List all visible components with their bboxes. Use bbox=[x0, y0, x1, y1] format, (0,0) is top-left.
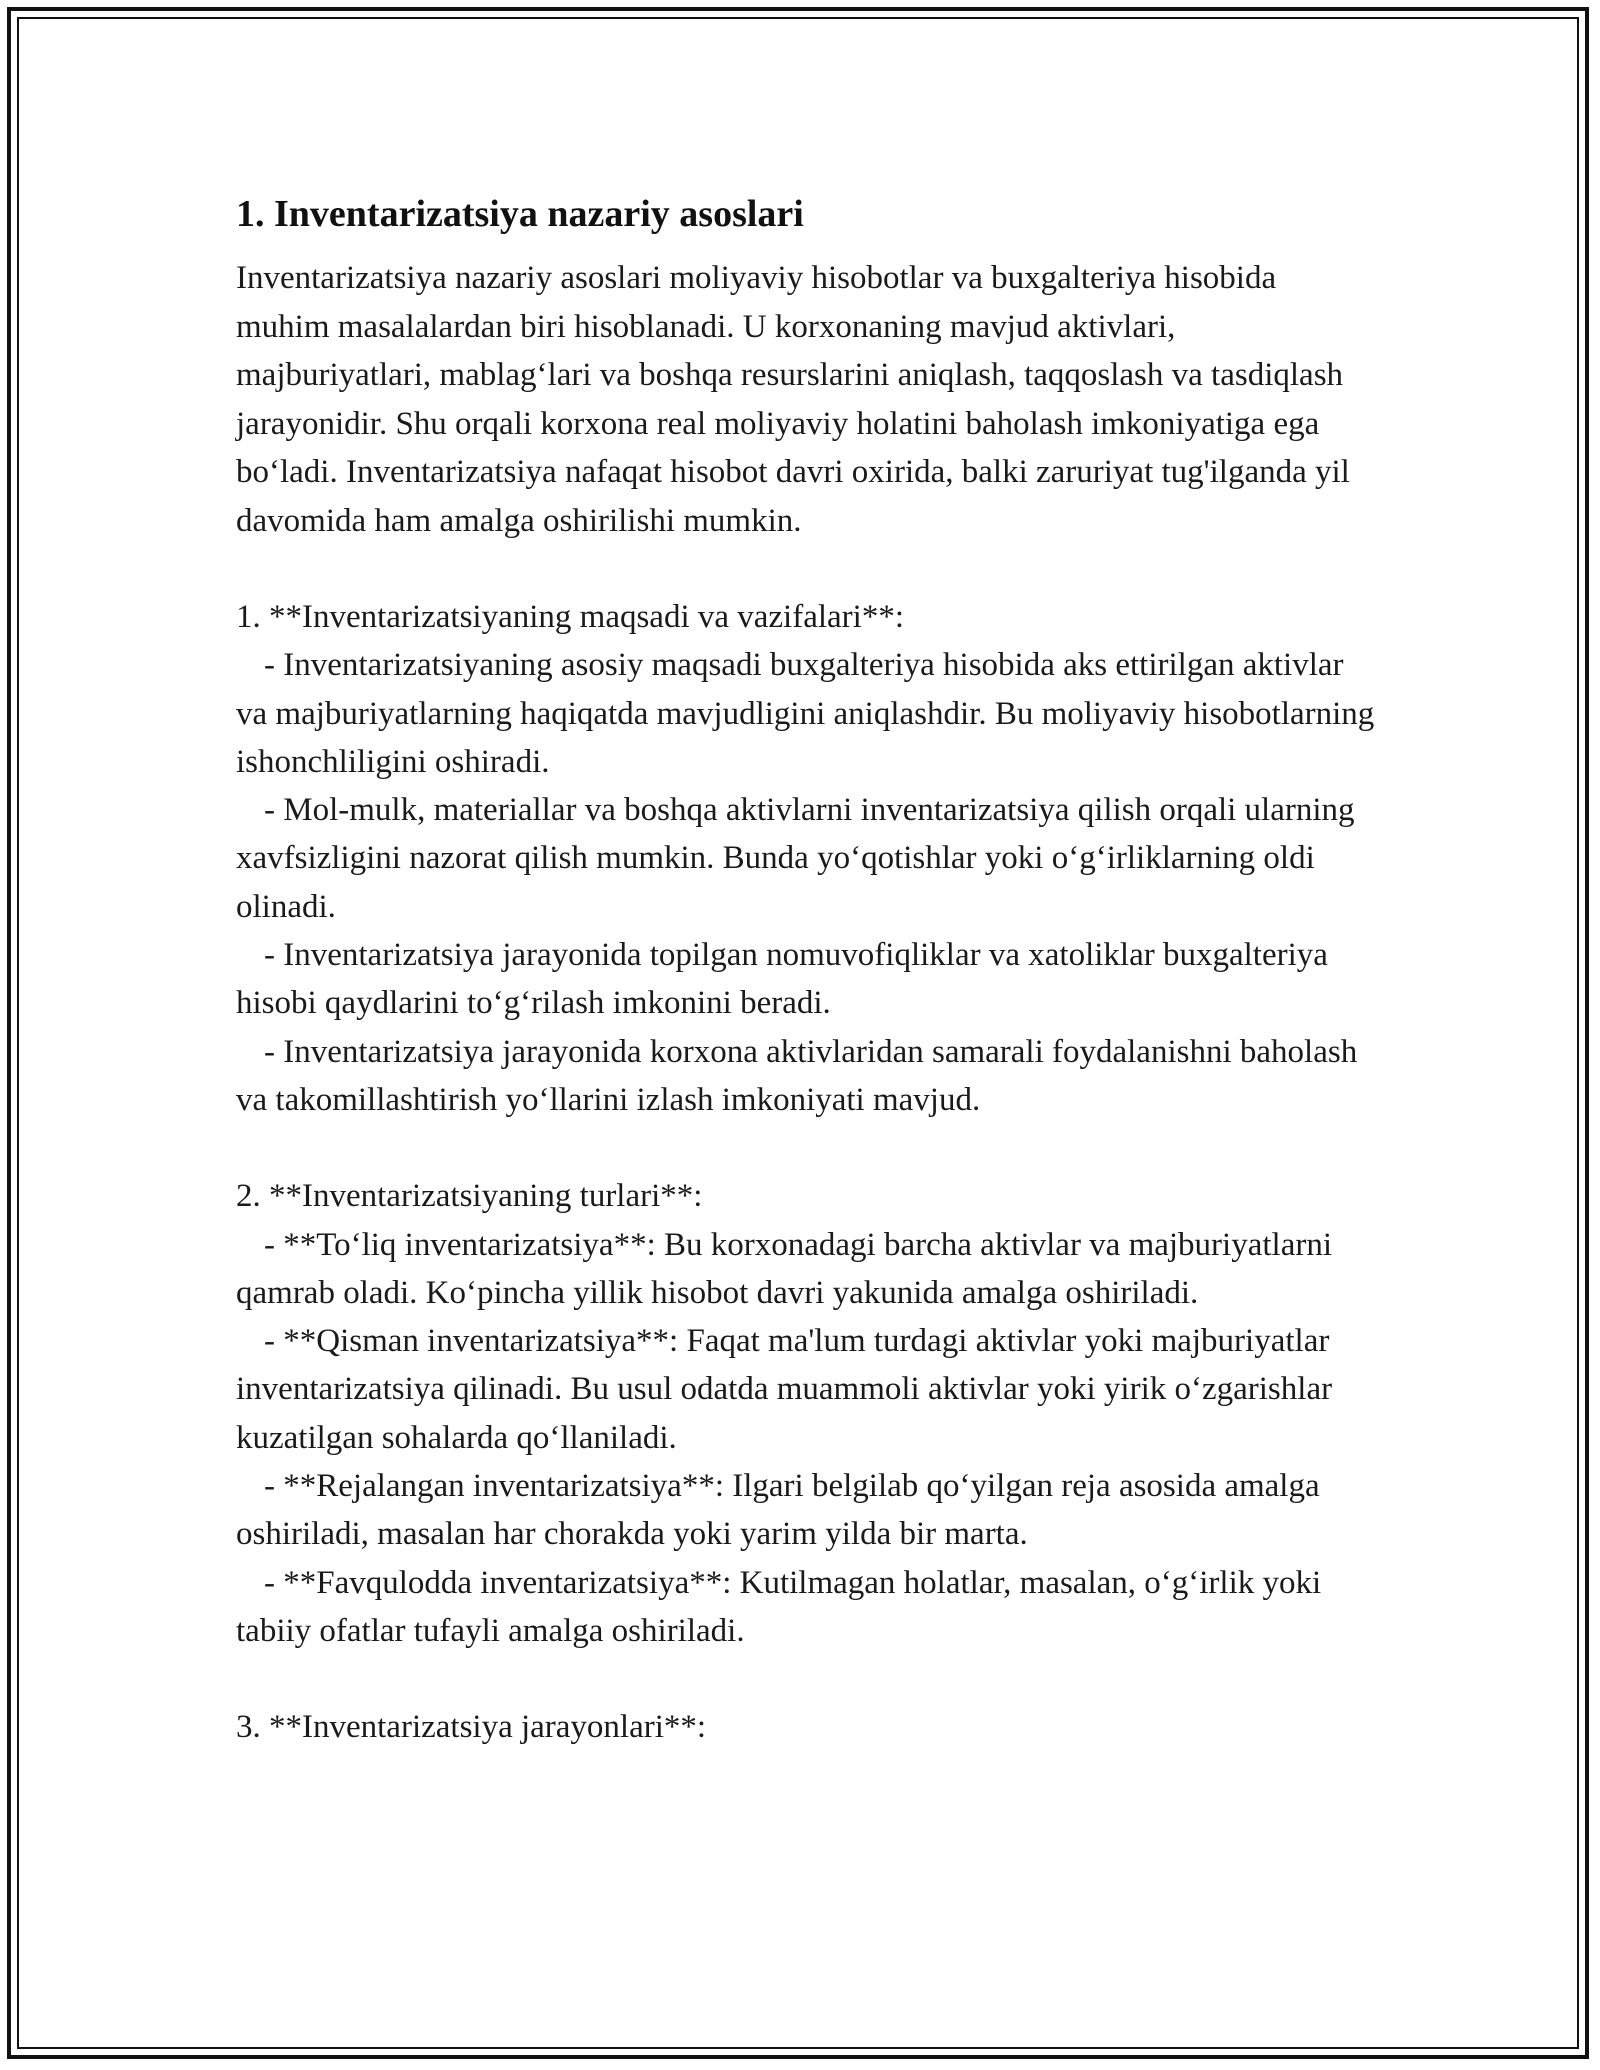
list-item-text: - Mol-mulk, materiallar va boshqa aktivlarni inventarizatsiya qilish orqali ularning xavfsizligini nazorat qilish mumkin. Bunda yo‘qotishlar yoki o‘g‘irliklarning oldi olinadi. bbox=[236, 792, 1355, 925]
list-item-text: - Inventarizatsiya jarayonida topilgan nomuvofiqliklar va xatoliklar buxgalteriya hisobi qaydlarini to‘g‘rilash imkonini beradi. bbox=[236, 937, 1328, 1022]
section-title: 2. **Inventarizatsiyaning turlari**: bbox=[236, 1178, 703, 1215]
document-body bbox=[236, 184, 1376, 1752]
list-item bbox=[236, 1317, 1376, 1462]
list-item bbox=[236, 931, 1376, 1028]
list-item bbox=[236, 1028, 1376, 1125]
section-title: 1. **Inventarizatsiyaning maqsadi va vazifalari**: bbox=[236, 599, 905, 635]
section-types bbox=[236, 1172, 1376, 1655]
section-title: 3. **Inventarizatsiya jarayonlari**: bbox=[236, 1709, 707, 1746]
section-goals bbox=[236, 593, 1376, 1124]
intro-paragraph: Inventarizatsiya nazariy asoslari moliyaviy hisobotlar va buxgalteriya hisobida muhim masalalardan biri hisoblanadi. U korxonaning mavjud aktivlari, majburiyatlari, mablag‘lari va boshqa resurslarini aniqlash, taqqoslash va tasdiqlash jarayonidir. Shu orqali korxona real moliyaviy holatini baholash imkoniyatiga ega bo‘ladi. Inventarizatsiya nafaqat hisobot davri oxirida, balki zaruriyat tug'ilganda yil davomida ham amalga oshirilishi mumkin. bbox=[236, 260, 1350, 539]
list-item bbox=[236, 1559, 1376, 1656]
list-item-text: - Inventarizatsiya jarayonida korxona aktivlaridan samarali foydalanishni baholash va takomillashtirish yo‘llarini izlash imkoniyati mavjud. bbox=[236, 1033, 1358, 1118]
list-item bbox=[236, 1221, 1376, 1318]
list-item-text: - **Qisman inventarizatsiya**: Faqat ma'lum turdagi aktivlar yoki majburiyatlar inventarizatsiya qilinadi. Bu usul odatda muammoli aktivlar yoki yirik o‘zgarishlar kuzatilgan sohalarda qo‘llaniladi. bbox=[236, 1323, 1333, 1456]
list-item bbox=[236, 641, 1376, 786]
section-processes bbox=[236, 1703, 1376, 1751]
list-item-text: - **Rejalangan inventarizatsiya**: Ilgari belgilab qo‘yilgan reja asosida amalga oshiriladi, masalan har chorakda yoki yarim yilda bir marta. bbox=[236, 1468, 1320, 1553]
list-item-text: - **Favqulodda inventarizatsiya**: Kutilmagan holatlar, masalan, o‘g‘irlik yoki tabiiy ofatlar tufayli amalga oshiriladi. bbox=[236, 1564, 1322, 1649]
list-item-text: - **To‘liq inventarizatsiya**: Bu korxonadagi barcha aktivlar va majburiyatlarni qamrab oladi. Ko‘pincha yillik hisobot davri yakunida amalga oshiriladi. bbox=[236, 1226, 1333, 1311]
list-item bbox=[236, 786, 1376, 931]
list-item-text: - Inventarizatsiyaning asosiy maqsadi buxgalteriya hisobida aks ettirilgan aktivlar va majburiyatlarning haqiqatda mavjudligini aniqlashdir. Bu moliyaviy hisobotlarning ishonchliligini oshiradi. bbox=[236, 647, 1375, 780]
list-item bbox=[236, 1462, 1376, 1559]
section-heading: 1. Inventarizatsiya nazariy asoslari bbox=[236, 193, 804, 235]
